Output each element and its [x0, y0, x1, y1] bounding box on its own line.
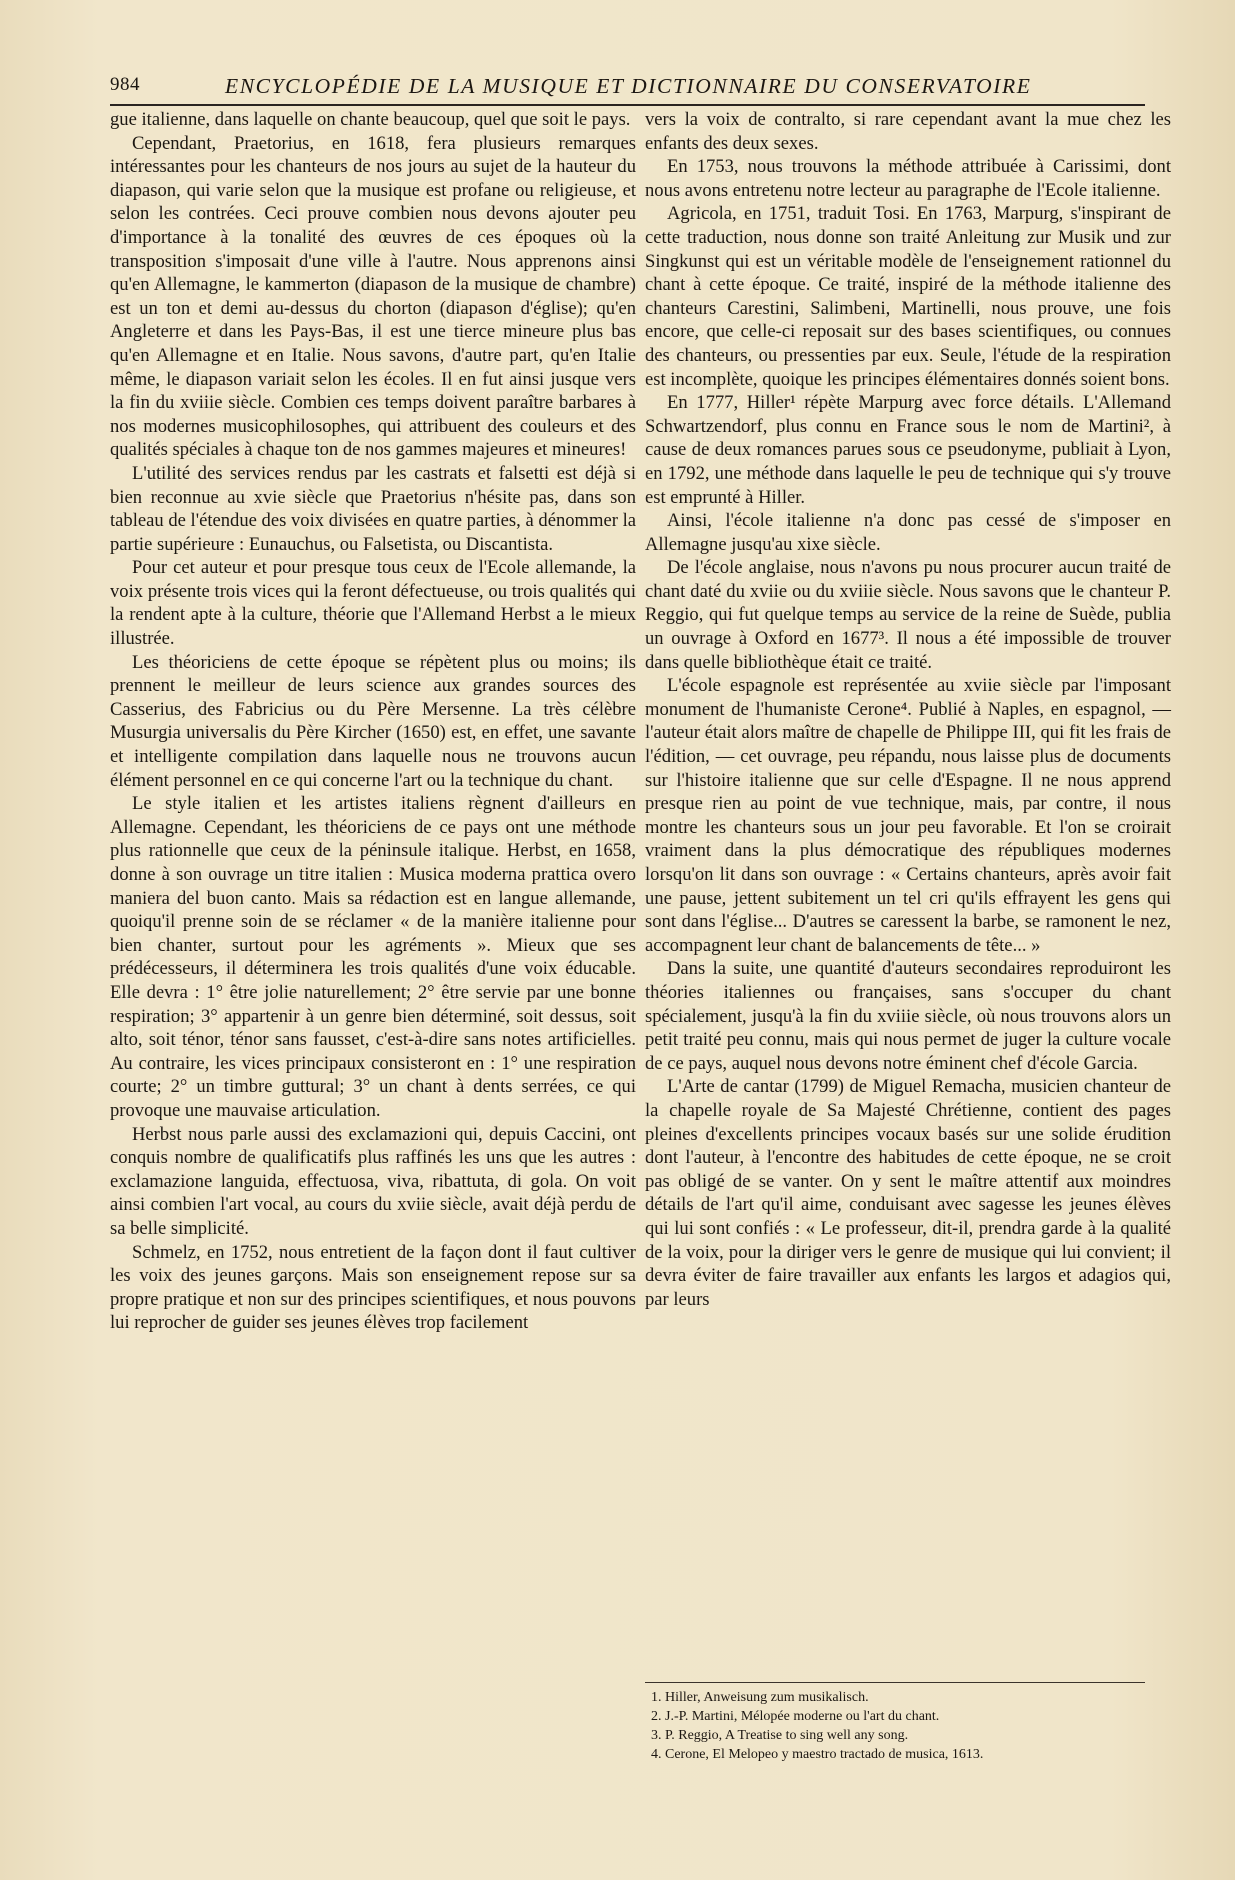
paragraph: L'Arte de cantar (1799) de Miguel Remacha, musicien chanteur de la chapelle royale de Sa Majesté Chrétienne, contient des pages pleines d'excellents principes vocaux basés sur une solide érudition dont l'auteur, à l'encontre des habitudes de cette époque, ne se croit pas obligé de se vanter. On y sent le maître attentif aux moindres détails de l'art qu'il aime, conduisant avec sagesse les jeunes élèves qui lui sont confiés : « Le professeur, dit-il, prendra garde à la qualité de la voix, pour la diriger vers le genre de musique qui lui convient; il devra éviter de faire travailler aux enfants les largos et adagios qui, par leurs [645, 1076, 1171, 1310]
paragraph: Herbst nous parle aussi des exclamazioni qui, depuis Caccini, ont conquis nombre de qualificatifs plus raffinés les uns que les autres : exclamazione languida, effectuosa, viva, ribattuta, di gola. On voit ainsi combien l'art vocal, au cours du xviie siècle, avait déjà perdu de sa belle simplicité. [110, 1123, 636, 1239]
paragraph: Pour cet auteur et pour presque tous ceux de l'Ecole allemande, la voix présente trois vices qui la feront défectueuse, ou trois qualités qui la rendent apte à la culture, théorie que l'Allemand Herbst a le mieux illustrée. [110, 557, 636, 650]
paragraph: Dans la suite, une quantité d'auteurs secondaires reproduiront les théories italiennes ou françaises, sans s'occuper du chant spécialement, jusqu'à la fin du xviiie siècle, où nous trouvons alors un petit traité peu connu, mais qui nous permet de juger la culture vocale de ce pays, auquel nous devons notre éminent chef d'école Garcia. [645, 958, 1171, 1074]
paragraph: De l'école anglaise, nous n'avons pu nous procurer aucun traité de chant daté du xviie ou du xviiie siècle. Nous savons que le chanteur P. Reggio, qui fut quelque temps au service de la reine de Suède, publia un ouvrage à Oxford en 1677³. Il nous a été impossible de trouver dans quelle bibliothèque était ce traité. [645, 557, 1171, 673]
paragraph: vers la voix de contralto, si rare cependant avant la mue chez les enfants des deux sexes. [645, 109, 1171, 154]
paragraph: L'utilité des services rendus par les castrats et falsetti est déjà si bien reconnue au xvie siècle que Praetorius n'hésite pas, dans son tableau de l'étendue des voix divisées en quatre parties, à dénommer la partie supérieure : Eunauchus, ou Falsetista, ou Discantista. [110, 462, 636, 555]
paragraph: Agricola, en 1751, traduit Tosi. En 1763, Marpurg, s'inspirant de cette traduction, nous donne son traité Anleitung zur Musik und zur Singkunst qui est un véritable modèle de l'enseignement rationnel du chant à cette époque. Ce traité, inspiré de la méthode italienne des chanteurs Carestini, Salimbeni, Martinelli, nous prouve, une fois encore, que celle-ci reposait sur des bases scientifiques, ou connues des chanteurs, ou pressenties par eux. Seule, l'étude de la respiration est incomplète, quoique les principes élémentaires donnés soient bons. [645, 203, 1171, 390]
paragraph: En 1753, nous trouvons la méthode attribuée à Carissimi, dont nous avons entretenu notre lecteur au paragraphe de l'Ecole italienne. [645, 156, 1171, 201]
page-header [110, 74, 1145, 106]
paragraph: Le style italien et les artistes italiens règnent d'ailleurs en Allemagne. Cependant, les théoriciens de ce pays ont une méthode plus rationnelle que ceux de la péninsule italique. Herbst, en 1658, donne à son ouvrage un titre italien : Musica moderna prattica overo maniera del buon canto. Mais sa rédaction est en langue allemande, quoiqu'il prenne soin de se réclamer « de la manière italienne pour bien chanter, surtout pour les agréments ». Mieux que ses prédécesseurs, il déterminera les trois qualités d'une voix éducable. Elle devra : 1° être jolie naturellement; 2° être servie par une bonne respiration; 3° appartenir à un genre bien déterminé, soit dessus, soit alto, soit ténor, ténor sans fausset, c'est-à-dire sans notes artificielles. Au contraire, les vices principaux consisteront en : 1° une respiration courte; 2° un timbre guttural; 3° un chant à dents serrées, ce qui provoque une mauvaise articulation. [110, 793, 636, 1121]
paragraph: En 1777, Hiller¹ répète Marpurg avec force détails. L'Allemand Schwartzendorf, plus connu en France sous le nom de Martini², à cause de deux romances parues sous ce pseudonyme, publiait à Lyon, en 1792, une méthode dans laquelle le peu de technique qui s'y trouve est emprunté à Hiller. [645, 392, 1171, 508]
left-column [110, 108, 636, 1335]
paragraph: Cependant, Praetorius, en 1618, fera plusieurs remarques intéressantes pour les chanteurs de nos jours au sujet de la hauteur du diapason, qui varie selon que la musique est profane ou religieuse, et selon les contrées. Ceci prouve combien nous devons ajouter peu d'importance à la tonalité des œuvres de ces époques où la transposition s'imposait d'une ville à l'autre. Nous apprenons ainsi qu'en Allemagne, le kammerton (diapason de la musique de chambre) est un ton et demi au-dessus du chorton (diapason d'église); qu'en Angleterre et dans les Pays-Bas, il est une tierce mineure plus bas qu'en Allemagne et en Italie. Nous savons, d'autre part, qu'en Italie même, le diapason variait selon les écoles. Il en fut ainsi jusque vers la fin du xviiie siècle. Combien ces temps doivent paraître barbares à nos modernes musicophilosophes, qui attribuent des couleurs et des qualités spéciales à chaque ton de nos gammes majeures et mineures! [110, 132, 636, 461]
footnote: 3. P. Reggio, A Treatise to sing well any song. [651, 1728, 909, 1743]
paragraph: Les théoriciens de cette époque se répètent plus ou moins; ils prennent le meilleur de leurs science aux grandes sources des Casserius, des Fabricius ou du Père Mersenne. La très célèbre Musurgia universalis du Père Kircher (1650) est, en effet, une savante et intelligente compilation dans laquelle nous ne trouvons aucun élément personnel en ce qui concerne l'art ou la technique du chant. [110, 651, 636, 791]
paragraph: Schmelz, en 1752, nous entretient de la façon dont il faut cultiver les voix des jeunes garçons. Mais son enseignement repose sur sa propre pratique et non sur des principes scientifiques, et nous pouvons lui reprocher de guider ses jeunes élèves trop facilement [110, 1241, 636, 1334]
running-title: ENCYCLOPÉDIE DE LA MUSIQUE ET DICTIONNAIRE DU CONSERVATOIRE [225, 74, 1032, 98]
page-number: 984 [110, 74, 140, 95]
paragraph: gue italienne, dans laquelle on chante beaucoup, quel que soit le pays. [110, 109, 631, 130]
footnotes [645, 1682, 1145, 1765]
footnote: 1. Hiller, Anweisung zum musikalisch. [651, 1690, 869, 1705]
paragraph: L'école espagnole est représentée au xviie siècle par l'imposant monument de l'humaniste Cerone⁴. Publié à Naples, en espagnol, — l'auteur était alors maître de chapelle de Philippe III, qui fit les frais de l'édition, — cet ouvrage, peu répandu, nous laisse plus de documents sur l'histoire italienne que sur celle d'Espagne. Il ne nous apprend presque rien au point de vue technique, mais, par contre, il nous montre les chanteurs sous un jour peu favorable. Et l'on se croirait vraiment dans la plus démocratique des républiques modernes lorsqu'on lit dans son ouvrage : « Certains chanteurs, après avoir fait une pause, jettent subitement un tel cri qu'ils effrayent les gens qui sont dans l'église... D'autres se caressent la barbe, se ramonent le nez, accompagnent leur chant de balancements de tête... » [645, 675, 1171, 956]
paragraph: Ainsi, l'école italienne n'a donc pas cessé de s'imposer en Allemagne jusqu'au xixe siècle. [645, 510, 1171, 555]
footnote: 4. Cerone, El Melopeo y maestro tractado de musica, 1613. [651, 1747, 984, 1762]
right-column [645, 108, 1171, 1311]
footnote: 2. J.-P. Martini, Mélopée moderne ou l'art du chant. [651, 1709, 940, 1724]
